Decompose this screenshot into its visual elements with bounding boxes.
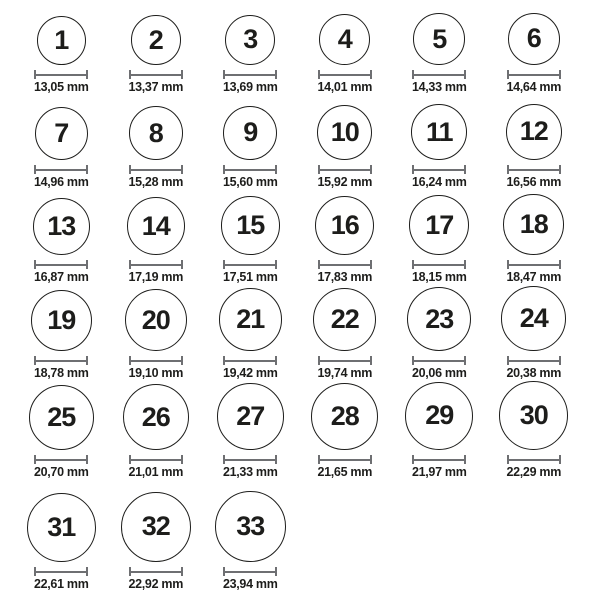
- ring-size-number: 8: [148, 117, 163, 148]
- ring-size-number: 22: [330, 303, 359, 334]
- ring-size-cell: [14, 107, 109, 191]
- ring-size-number: 26: [141, 401, 170, 432]
- ring-circle: [503, 194, 564, 255]
- ring-size-cell: [487, 104, 582, 191]
- ring-size-cell: [203, 491, 298, 593]
- diameter-bracket: [129, 70, 183, 79]
- ring-circle: [123, 384, 189, 450]
- diameter-label: 15,28 mm: [128, 175, 184, 189]
- ring-circle: [317, 105, 372, 160]
- ring-circle: [315, 196, 374, 255]
- ring-circle: [219, 288, 282, 351]
- diameter-label: 22,92 mm: [128, 577, 184, 591]
- ring-circle: [27, 493, 96, 562]
- ring-size-cell: [14, 493, 109, 593]
- ring-circle: [411, 104, 467, 160]
- ring-size-number: 33: [236, 511, 265, 542]
- diameter-bracket: [34, 260, 88, 269]
- ring-size-cell: [298, 105, 393, 191]
- ring-size-cell: [14, 290, 109, 382]
- ring-size-cell: [203, 196, 298, 286]
- diameter-label: 21,97 mm: [411, 465, 467, 479]
- diameter-bracket: [129, 455, 183, 464]
- diameter-bracket: [412, 455, 466, 464]
- ring-size-cell: [487, 286, 582, 382]
- diameter-label: 18,47 mm: [506, 270, 562, 284]
- ring-size-number: 31: [47, 511, 76, 542]
- diameter-bracket: [34, 70, 88, 79]
- ring-size-number: 9: [243, 117, 258, 148]
- ring-size-number: 18: [519, 209, 548, 240]
- ring-size-number: 20: [141, 304, 170, 335]
- ring-size-number: 3: [243, 24, 258, 55]
- ring-size-cell: [109, 384, 204, 481]
- ring-size-number: 28: [330, 400, 359, 431]
- ring-circle: [131, 15, 181, 65]
- ring-size-number: 11: [425, 116, 453, 147]
- ring-circle: [125, 289, 187, 351]
- ring-size-number: 12: [519, 116, 548, 147]
- ring-circle: [407, 287, 471, 351]
- ring-size-number: 13: [47, 210, 76, 241]
- diameter-bracket: [507, 260, 561, 269]
- diameter-label: 19,10 mm: [128, 366, 184, 380]
- diameter-label: 13,05 mm: [33, 80, 89, 94]
- ring-circle: [33, 198, 90, 255]
- ring-size-number: 4: [337, 23, 352, 54]
- ring-size-cell: [298, 288, 393, 382]
- diameter-bracket: [223, 165, 277, 174]
- diameter-label: 21,01 mm: [128, 465, 184, 479]
- ring-size-cell: [487, 381, 582, 481]
- diameter-bracket: [318, 165, 372, 174]
- diameter-label: 15,92 mm: [317, 175, 373, 189]
- ring-size-number: 32: [141, 511, 170, 542]
- diameter-label: 19,42 mm: [222, 366, 278, 380]
- diameter-label: 16,56 mm: [506, 175, 562, 189]
- ring-size-number: 25: [47, 401, 76, 432]
- diameter-label: 21,33 mm: [222, 465, 278, 479]
- ring-size-cell: [14, 198, 109, 286]
- diameter-label: 20,70 mm: [33, 465, 89, 479]
- ring-size-number: 21: [236, 304, 265, 335]
- diameter-bracket: [34, 165, 88, 174]
- ring-size-number: 17: [425, 209, 454, 240]
- ring-size-cell: [203, 383, 298, 481]
- diameter-label: 18,15 mm: [411, 270, 467, 284]
- diameter-bracket: [412, 70, 466, 79]
- diameter-label: 23,94 mm: [222, 577, 278, 591]
- diameter-bracket: [412, 165, 466, 174]
- diameter-label: 17,51 mm: [222, 270, 278, 284]
- diameter-bracket: [318, 455, 372, 464]
- ring-size-cell: [487, 13, 582, 96]
- ring-circle: [29, 385, 94, 450]
- diameter-label: 16,24 mm: [411, 175, 467, 189]
- diameter-bracket: [223, 455, 277, 464]
- ring-circle: [127, 197, 185, 255]
- diameter-bracket: [318, 260, 372, 269]
- ring-size-cell: [392, 104, 487, 191]
- ring-size-cell: [298, 196, 393, 286]
- ring-circle: [313, 288, 376, 351]
- ring-circle: [223, 106, 277, 160]
- diameter-label: 19,74 mm: [317, 366, 373, 380]
- diameter-label: 17,83 mm: [317, 270, 373, 284]
- ring-size-cell: [109, 15, 204, 96]
- ring-size-cell: [14, 16, 109, 96]
- diameter-bracket: [318, 70, 372, 79]
- ring-size-number: 19: [47, 304, 76, 335]
- ring-size-number: 24: [519, 303, 548, 334]
- diameter-label: 17,19 mm: [128, 270, 184, 284]
- ring-circle: [499, 381, 568, 450]
- diameter-label: 14,64 mm: [506, 80, 562, 94]
- diameter-bracket: [129, 356, 183, 365]
- ring-circle: [413, 13, 465, 65]
- diameter-label: 20,38 mm: [506, 366, 562, 380]
- ring-size-number: 7: [54, 117, 69, 148]
- diameter-label: 15,60 mm: [222, 175, 278, 189]
- ring-size-number: 23: [425, 303, 454, 334]
- ring-size-number: 5: [432, 23, 447, 54]
- diameter-bracket: [412, 260, 466, 269]
- ring-size-cell: [487, 194, 582, 286]
- ring-size-cell: [109, 197, 204, 286]
- ring-circle: [506, 104, 562, 160]
- ring-size-cell: [298, 14, 393, 96]
- ring-circle: [129, 106, 183, 160]
- diameter-bracket: [507, 356, 561, 365]
- ring-size-number: 10: [330, 116, 359, 147]
- diameter-label: 13,69 mm: [222, 80, 278, 94]
- ring-size-cell: [392, 287, 487, 382]
- diameter-bracket: [34, 455, 88, 464]
- diameter-bracket: [223, 70, 277, 79]
- diameter-label: 14,01 mm: [317, 80, 373, 94]
- ring-size-cell: [203, 106, 298, 191]
- ring-size-number: 15: [236, 210, 265, 241]
- diameter-label: 13,37 mm: [128, 80, 184, 94]
- ring-size-number: 2: [148, 24, 163, 55]
- ring-circle: [121, 492, 191, 562]
- ring-circle: [217, 383, 284, 450]
- diameter-label: 18,78 mm: [33, 366, 89, 380]
- ring-circle: [319, 14, 370, 65]
- ring-circle: [405, 382, 473, 450]
- ring-circle: [35, 107, 88, 160]
- ring-size-number: 30: [519, 400, 548, 431]
- diameter-bracket: [412, 356, 466, 365]
- diameter-label: 16,87 mm: [33, 270, 89, 284]
- ring-size-number: 14: [141, 210, 170, 241]
- ring-size-cell: [392, 13, 487, 96]
- ring-size-cell: [203, 288, 298, 382]
- ring-size-number: 1: [54, 25, 69, 55]
- diameter-bracket: [223, 567, 277, 576]
- ring-size-cell: [392, 382, 487, 481]
- ring-circle: [215, 491, 286, 562]
- diameter-label: 22,29 mm: [506, 465, 562, 479]
- ring-size-cell: [298, 383, 393, 481]
- ring-circle: [311, 383, 378, 450]
- ring-size-cell: [109, 492, 204, 593]
- diameter-label: 14,96 mm: [33, 175, 89, 189]
- ring-size-cell: [109, 289, 204, 382]
- diameter-bracket: [223, 356, 277, 365]
- diameter-bracket: [129, 567, 183, 576]
- ring-size-number: 27: [236, 401, 265, 432]
- diameter-label: 21,65 mm: [317, 465, 373, 479]
- diameter-label: 20,06 mm: [411, 366, 467, 380]
- diameter-bracket: [318, 356, 372, 365]
- ring-size-number: 29: [425, 400, 454, 431]
- diameter-bracket: [34, 567, 88, 576]
- ring-circle: [225, 15, 275, 65]
- ring-circle: [37, 16, 86, 65]
- ring-size-cell: [109, 106, 204, 191]
- ring-size-cell: [203, 15, 298, 96]
- ring-size-number: 6: [526, 23, 541, 54]
- diameter-label: 22,61 mm: [33, 577, 89, 591]
- diameter-bracket: [507, 70, 561, 79]
- diameter-bracket: [507, 165, 561, 174]
- diameter-bracket: [129, 260, 183, 269]
- diameter-bracket: [223, 260, 277, 269]
- diameter-label: 14,33 mm: [411, 80, 467, 94]
- ring-size-cell: [14, 385, 109, 481]
- ring-circle: [508, 13, 560, 65]
- ring-circle: [31, 290, 92, 351]
- ring-circle: [501, 286, 566, 351]
- diameter-bracket: [507, 455, 561, 464]
- ring-size-number: 16: [330, 209, 359, 240]
- ring-circle: [221, 196, 280, 255]
- ring-size-cell: [392, 195, 487, 286]
- diameter-bracket: [129, 165, 183, 174]
- diameter-bracket: [34, 356, 88, 365]
- ring-circle: [409, 195, 469, 255]
